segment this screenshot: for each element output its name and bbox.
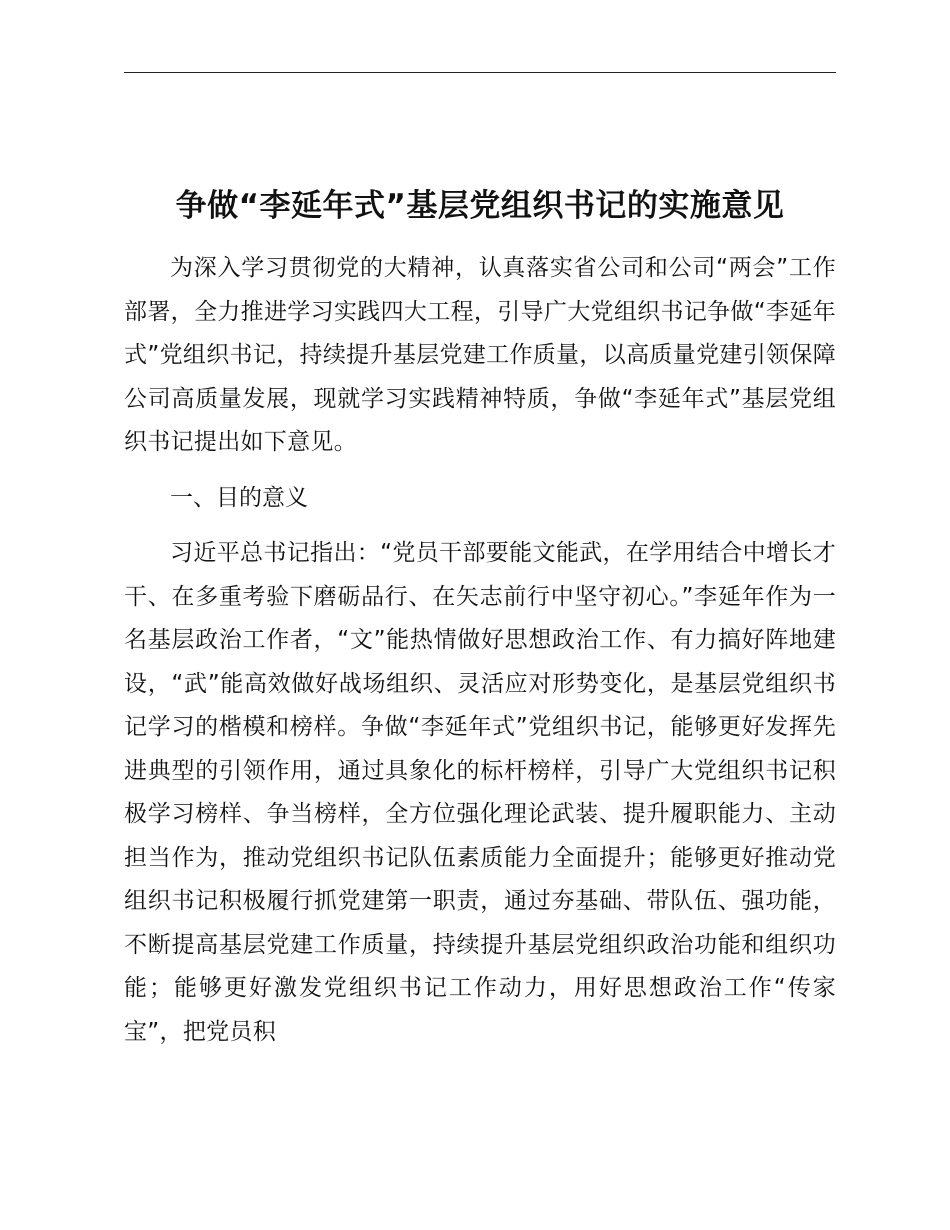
intro-paragraph: 为深入学习贯彻党的大精神，认真落实省公司和公司“两会”工作部署，全力推进学习实践四大工程，引导广大党组织书记争做“李延年式”党组织书记，持续提升基层党建工作质量，以高质量党建引领保障公司高质量发展，现就学习实践精神特质，争做“李延年式”基层党组织书记提出如下意见。	[124, 255, 836, 455]
body-paragraph: 习近平总书记指出：“党员干部要能文能武，在学用结合中增长才干、在多重考验下磨砺品行、在矢志前行中坚守初心。”李延年作为一名基层政治工作者，“文”能热情做好思想政治工作、有力搞好阵地建设，“武”能高效做好战场组织、灵活应对形势变化，是基层党组织书记学习的楷模和榜样。争做“李延年式”党组织书记，能够更好发挥先进典型的引领作用，通过具象化的标杆榜样，引导广大党组织书记积极学习榜样、争当榜样，全方位强化理论武装、提升履职能力、主动担当作为，推动党组织书记队伍素质能力全面提升；能够更好推动党组织书记积极履行抓党建第一职责，通过夯基础、带队伍、强功能，不断提高基层党建工作质量，持续提升基层党组织政治功能和组织功能；能够更好激发党组织书记工作动力，用好思想政治工作“传家宝”，把党员积	[124, 540, 836, 1045]
section-heading: 一、目的意义	[170, 484, 308, 511]
document-body	[124, 247, 836, 1054]
document-title: 争做“李延年式”基层党组织书记的实施意见	[175, 188, 785, 224]
header-rule	[124, 72, 836, 73]
